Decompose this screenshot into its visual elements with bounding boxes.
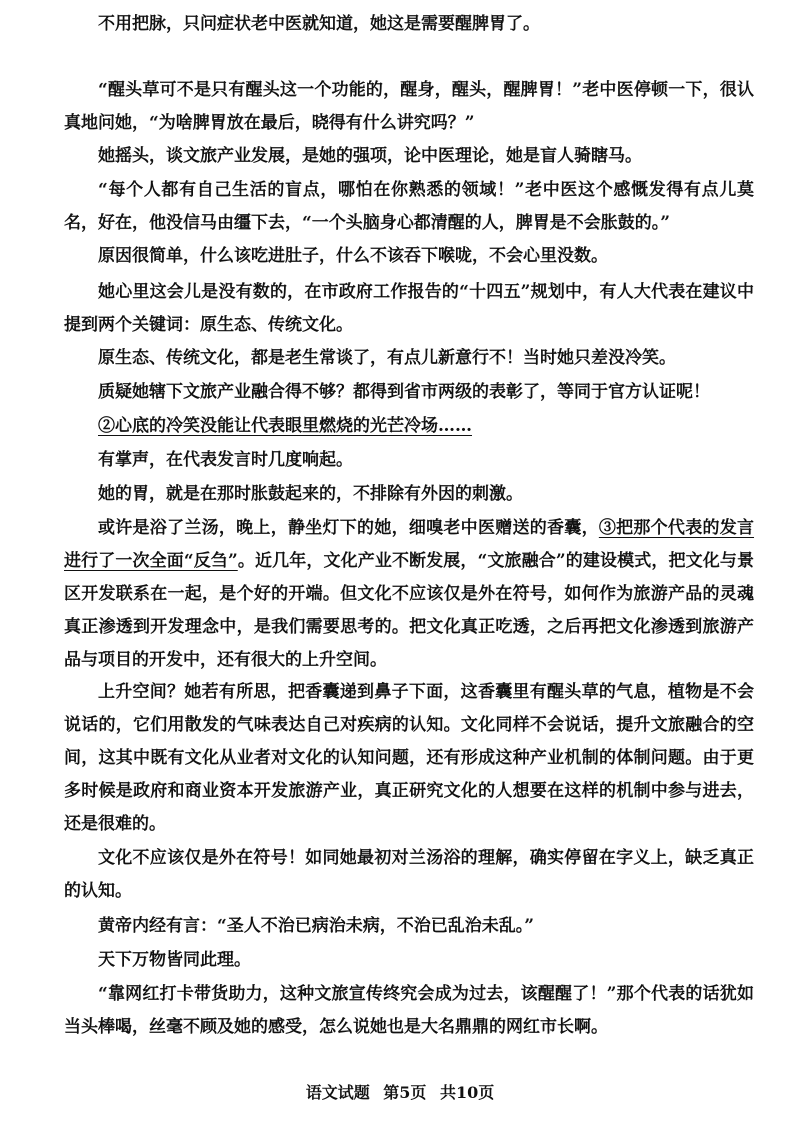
paragraph-13 [64, 676, 754, 841]
paragraph-5 [64, 240, 754, 273]
paragraph-14 [64, 842, 754, 908]
paragraph-text: 有掌声，在代表发言时几度响起。 [98, 450, 353, 470]
paragraph-text: 文化不应该仅是外在符号！如同她最初对兰汤浴的理解，确实停留在字义上，缺乏真正的认知。 [64, 848, 754, 901]
paragraph-7 [64, 342, 754, 375]
paragraph-text: 或许是浴了兰汤，晚上，静坐灯下的她，细嗅老中医赠送的香囊， [98, 518, 599, 538]
paragraph-text: “每个人都有自己生活的盲点，哪怕在你熟悉的领域！”老中医这个感慨发得有点儿莫名，好在，他没信马由缰下去，“一个头脑身心都清醒的人，脾胃是不会胀鼓的。” [64, 180, 754, 233]
paragraph-text: 不用把脉，只问症状老中医就知道，她这是需要醒脾胃了。 [98, 14, 540, 34]
paragraph-8 [64, 376, 754, 409]
footer-page-total: 共10页 [440, 1083, 495, 1102]
paragraph-3 [64, 140, 754, 173]
paragraph-text: “醒头草可不是只有醒头这一个功能的，醒身，醒头，醒脾胃！”老中医停顿一下，很认真地问她，“为啥脾胃放在最后，晓得有什么讲究吗？” [64, 80, 754, 133]
paragraph-6 [64, 276, 754, 342]
paragraph-4 [64, 174, 754, 240]
paragraph-11 [64, 478, 754, 511]
paragraph-text: 她心里这会儿是没有数的，在市政府工作报告的“十四五”规划中，有人大代表在建议中提到两个关键词：原生态、传统文化。 [64, 282, 754, 335]
paragraph-text: 原生态、传统文化，都是老生常谈了，有点儿新意行不！当时她只差没冷笑。 [98, 348, 676, 368]
paragraph-text: 上升空间？她若有所思，把香囊递到鼻子下面，这香囊里有醒头草的气息，植物是不会说话的，它们用散发的气味表达自己对疾病的认知。文化同样不会说话，提升文旅融合的空间，这其中既有文化从业者对文化的认知问题，还有形成这种产业机制的体制问题。由于更多时候是政府和商业资本开发旅游产业，真正研究文化的人想要在这样的机制中参与进去，还是很难的。 [64, 682, 754, 834]
paragraph-9 [64, 410, 754, 443]
paragraph-text: 天下万物皆同此理。 [98, 950, 251, 970]
paragraph-12 [64, 512, 754, 677]
paragraph-text: 。近几年，文化产业不断发展，“文旅融合”的建设模式，把文化与景区开发联系在一起，是个好的开端。但文化不应该仅是外在符号，如何作为旅游产品的灵魂真正渗透到开发理念中，是我们需要思考的。把文化真正吃透，之后再把文化渗透到旅游产品与项目的开发中，还有很大的上升空间。 [64, 551, 754, 670]
paragraph-text: 她摇头，谈文旅产业发展，是她的强项，论中医理论，她是盲人骑瞎马。 [98, 146, 642, 166]
paragraph-text: 原因很简单，什么该吃进肚子，什么不该吞下喉咙，不会心里没数。 [98, 246, 608, 266]
paragraph-1 [64, 8, 754, 41]
paragraph-16 [64, 944, 754, 977]
paragraph-text: 质疑她辖下文旅产业融合得不够？都得到省市两级的表彰了，等同于官方认证呢！ [98, 382, 710, 402]
paragraph-2 [64, 74, 754, 140]
paragraph-10 [64, 444, 754, 477]
paragraph-15 [64, 910, 754, 943]
paragraph-17 [64, 978, 754, 1044]
footer-page-current: 第5页 [383, 1083, 427, 1102]
paragraph-text: “靠网红打卡带货助力，这种文旅宣传终究会成为过去，该醒醒了！”那个代表的话犹如当头棒喝，丝毫不顾及她的感受，怎么说她也是大名鼎鼎的网红市长啊。 [64, 984, 754, 1037]
footer-subject: 语文试题 [305, 1083, 370, 1102]
paragraph-text: 她的胃，就是在那时胀鼓起来的，不排除有外因的刺激。 [98, 484, 523, 504]
paragraph-text: 黄帝内经有言：“圣人不治已病治未病，不治已乱治未乱。” [98, 916, 535, 936]
underlined-sentence-3: ③把那个代表的发言进行了一次全面“反刍” [64, 518, 755, 571]
underlined-sentence-2: ②心底的冷笑没能让代表眼里燃烧的光芒冷场…… [98, 416, 472, 436]
page-footer [0, 1080, 800, 1103]
